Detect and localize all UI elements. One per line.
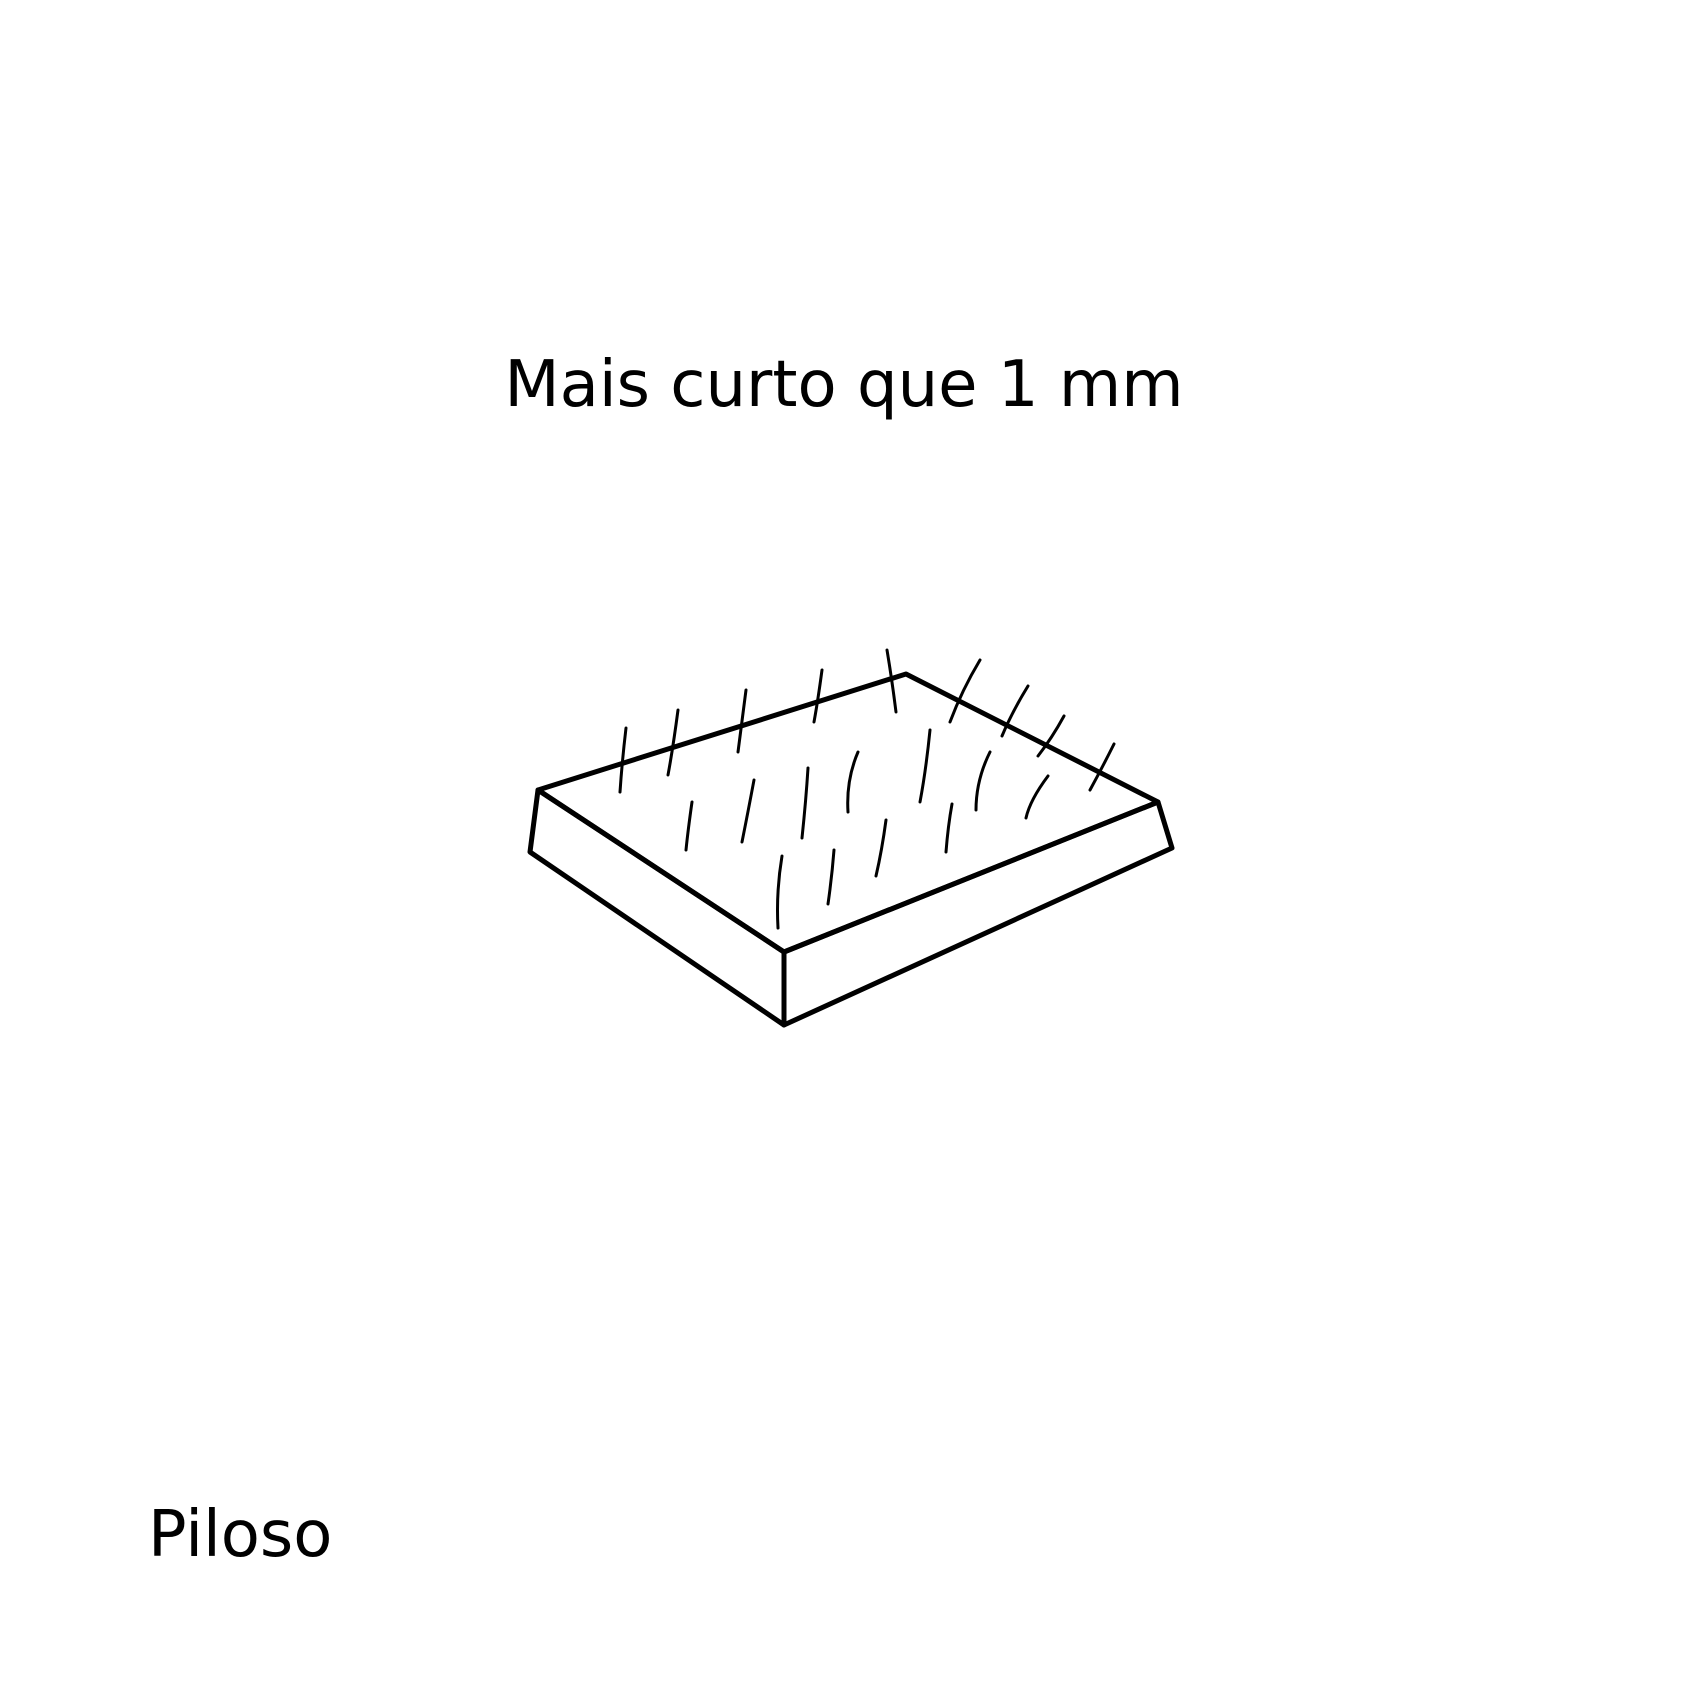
slab-right-face (784, 802, 1172, 1025)
hair-strands (620, 650, 1114, 928)
texture-label: Piloso (148, 1498, 333, 1572)
caption-hair-length: Mais curto que 1 mm (504, 348, 1184, 422)
